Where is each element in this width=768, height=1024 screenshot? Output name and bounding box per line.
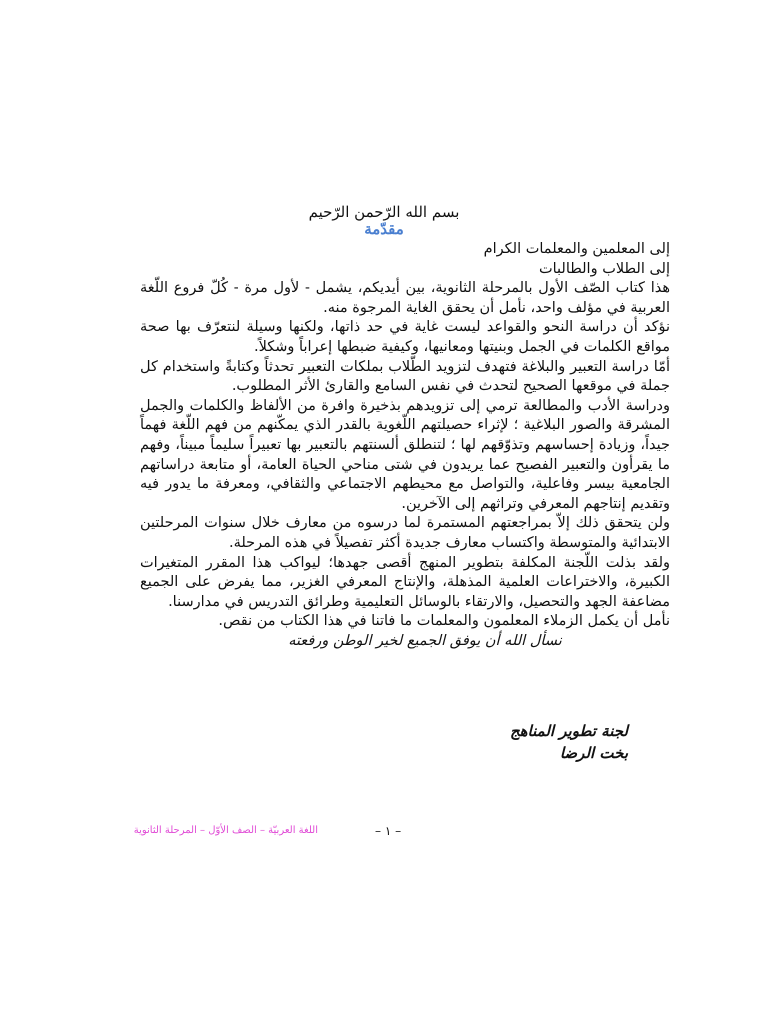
paragraph: ولقد بذلت اللّجنة المكلفة بتطوير المنهج أقصى جهدها؛ ليواكب هذا المقرر المتغيرات الكبيرة، والاختراعات العلمية المذهلة، والإنتاج المعرفي الغزير، مما يفرض على الجميع مضاعفة الجهد والتحصيل، والارتقاء بالوسائل التعليمية وطرائق التدريس في مدارسنا. (140, 554, 670, 610)
paragraph: ولن يتحقق ذلك إلاّ بمراجعتهم المستمرة لما درسوه من معارف خلال سنوات المرحلتين الابتدائية والمتوسطة واكتساب معارف جديدة أكثر تفصيلاً في هذه المرحلة. (140, 515, 670, 551)
paragraph: هذا كتاب الصّف الأول بالمرحلة الثانوية، بين أيديكم، يشمل - لأول مرة - كُلّ فروع اللّغة العربية في مؤلف واحد، نأمل أن يحقق الغاية المرجوة منه. (140, 280, 670, 316)
greeting-students: إلى الطلاب والطالبات (538, 260, 670, 277)
closing-prayer: نسأل الله أن يوفق الجميع لخير الوطن ورفعته (288, 632, 562, 649)
paragraph: أمّا دراسة التعبير والبلاغة فتهدف لتزويد الطّلاب بملكات التعبير تحدثاً وكتابةً واستخدام كل جملة في موقعها الصحيح لتحدث في نفس السامع والقارئ الأثر المطلوب. (140, 358, 670, 395)
page-number: – ١ – (375, 824, 402, 838)
paragraph: ودراسة الأدب والمطالعة ترمي إلى تزويدهم بذخيرة وافرة من الألفاظ والكلمات والجمل المشرقة والصور البلاغية ؛ لإثراء حصيلتهم اللّغوية بالقدر الذي يمكّنهم من فهم اللّغة فهماً جيداً، وزيادة إحساسهم وتذوّقهم لها ؛ لتنطلق ألسنتهم بالتعبير بها تعبيراً سليماً مبيناً، وفهم ما يقرأون والتعبير الفصيح عما يريدون في شتى مناحي الحياة العامة، أو متابعة دراساتهم الجامعية بيسر وفاعلية، والتواصل مع محيطهم الاجتماعي والثقافي، ومعرفة ما يدور فيه وتقديم إنتاجهم المعرفي وتراثهم إلى الآخرين. (140, 397, 670, 512)
signature-block (0, 720, 628, 764)
page-footer (0, 823, 768, 843)
signature-committee: لجنة تطوير المناهج (509, 722, 628, 740)
footer-title: اللغة العربيّة – الصف الأوّل – المرحلة الثانوية (133, 825, 318, 836)
introduction-body (140, 240, 670, 651)
paragraph: نؤكد أن دراسة النحو والقواعد ليست غاية في حد ذاتها، ولكنها وسيلة لنتعرّف بها صحة مواقع الكلمات في الجمل وبنيتها ومعانيها، وكيفية ضبطها إعراباً وشكلاً. (140, 319, 670, 355)
greeting-teachers: إلى المعلمين والمعلمات الكرام (483, 241, 670, 257)
page-heading: مقدّمة (364, 220, 404, 238)
basmala: بسم الله الرّحمن الرّحيم (308, 203, 460, 221)
signature-location: بخت الرضا (559, 744, 628, 762)
paragraph: نأمل أن يكمل الزملاء المعلمون والمعلمات ما فاتنا في هذا الكتاب من نقص. (218, 613, 670, 630)
